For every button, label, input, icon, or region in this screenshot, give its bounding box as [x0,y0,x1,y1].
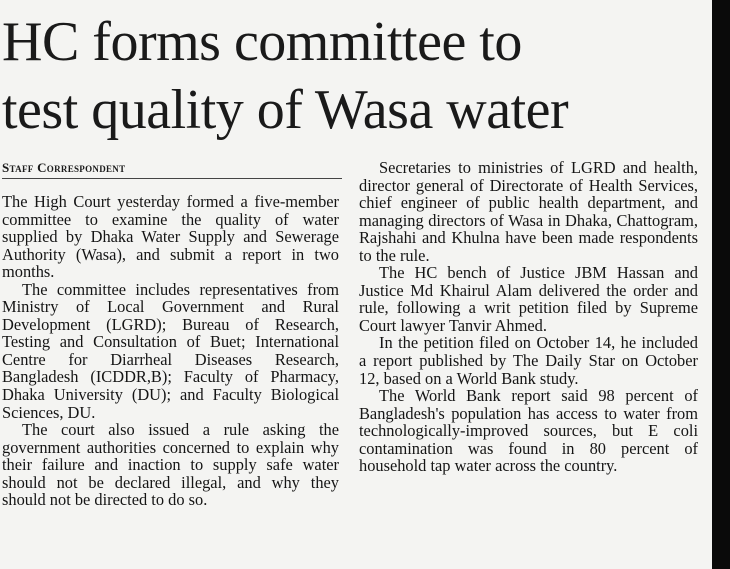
paragraph: In the petition filed on October 14, he included a report published by The Daily Star on October 12, based on a World Bank study. [359,333,698,388]
article-column-right [359,159,698,475]
paragraph: The court also issued a rule asking the government authorities concerned to explain why their failure and inaction to supply safe water should not be declared illegal, and why they should not be directed to do so. [2,420,339,510]
paragraph: The HC bench of Justice JBM Hassan and Justice Md Khairul Alam delivered the order and rule, following a writ petition filed by Supreme Court lawyer Tanvir Ahmed. [359,263,698,335]
paragraph: The World Bank report said 98 percent of Bangladesh's population has access to water from technologically-improved sources, but E coli contamination was found in 80 percent of household tap water across the country. [359,386,698,476]
byline: Staff Correspondent [2,160,126,175]
paragraph: Secretaries to ministries of LGRD and health, director general of Directorate of Health Services, chief engineer of public health department, and managing directors of Wasa in Dhaka, Chattogram, Rajshahi and Khulna have been made respondents to the rule. [359,158,698,265]
byline-divider [2,178,342,179]
headline [2,8,702,144]
headline-line-1: HC forms committee to [2,11,522,73]
paragraph: The committee includes representatives from Ministry of Local Government and Rural Development (LGRD); Bureau of Research, Testing and Consultation of Buet; International Centre for Diarrheal Diseases Research, Bangladesh (ICDDR,B); Faculty of Pharmacy, Dhaka University (DU); and Faculty Biological Sciences, DU. [2,279,339,422]
paragraph: The High Court yesterday formed a five-member committee to examine the quality of water supplied by Dhaka Water Supply and Sewerage Authority (Wasa), and submit a report in two months. [2,192,339,282]
page-edge-border [712,0,730,569]
headline-line-2: test quality of Wasa water [2,79,569,141]
article-column-left [2,193,339,509]
